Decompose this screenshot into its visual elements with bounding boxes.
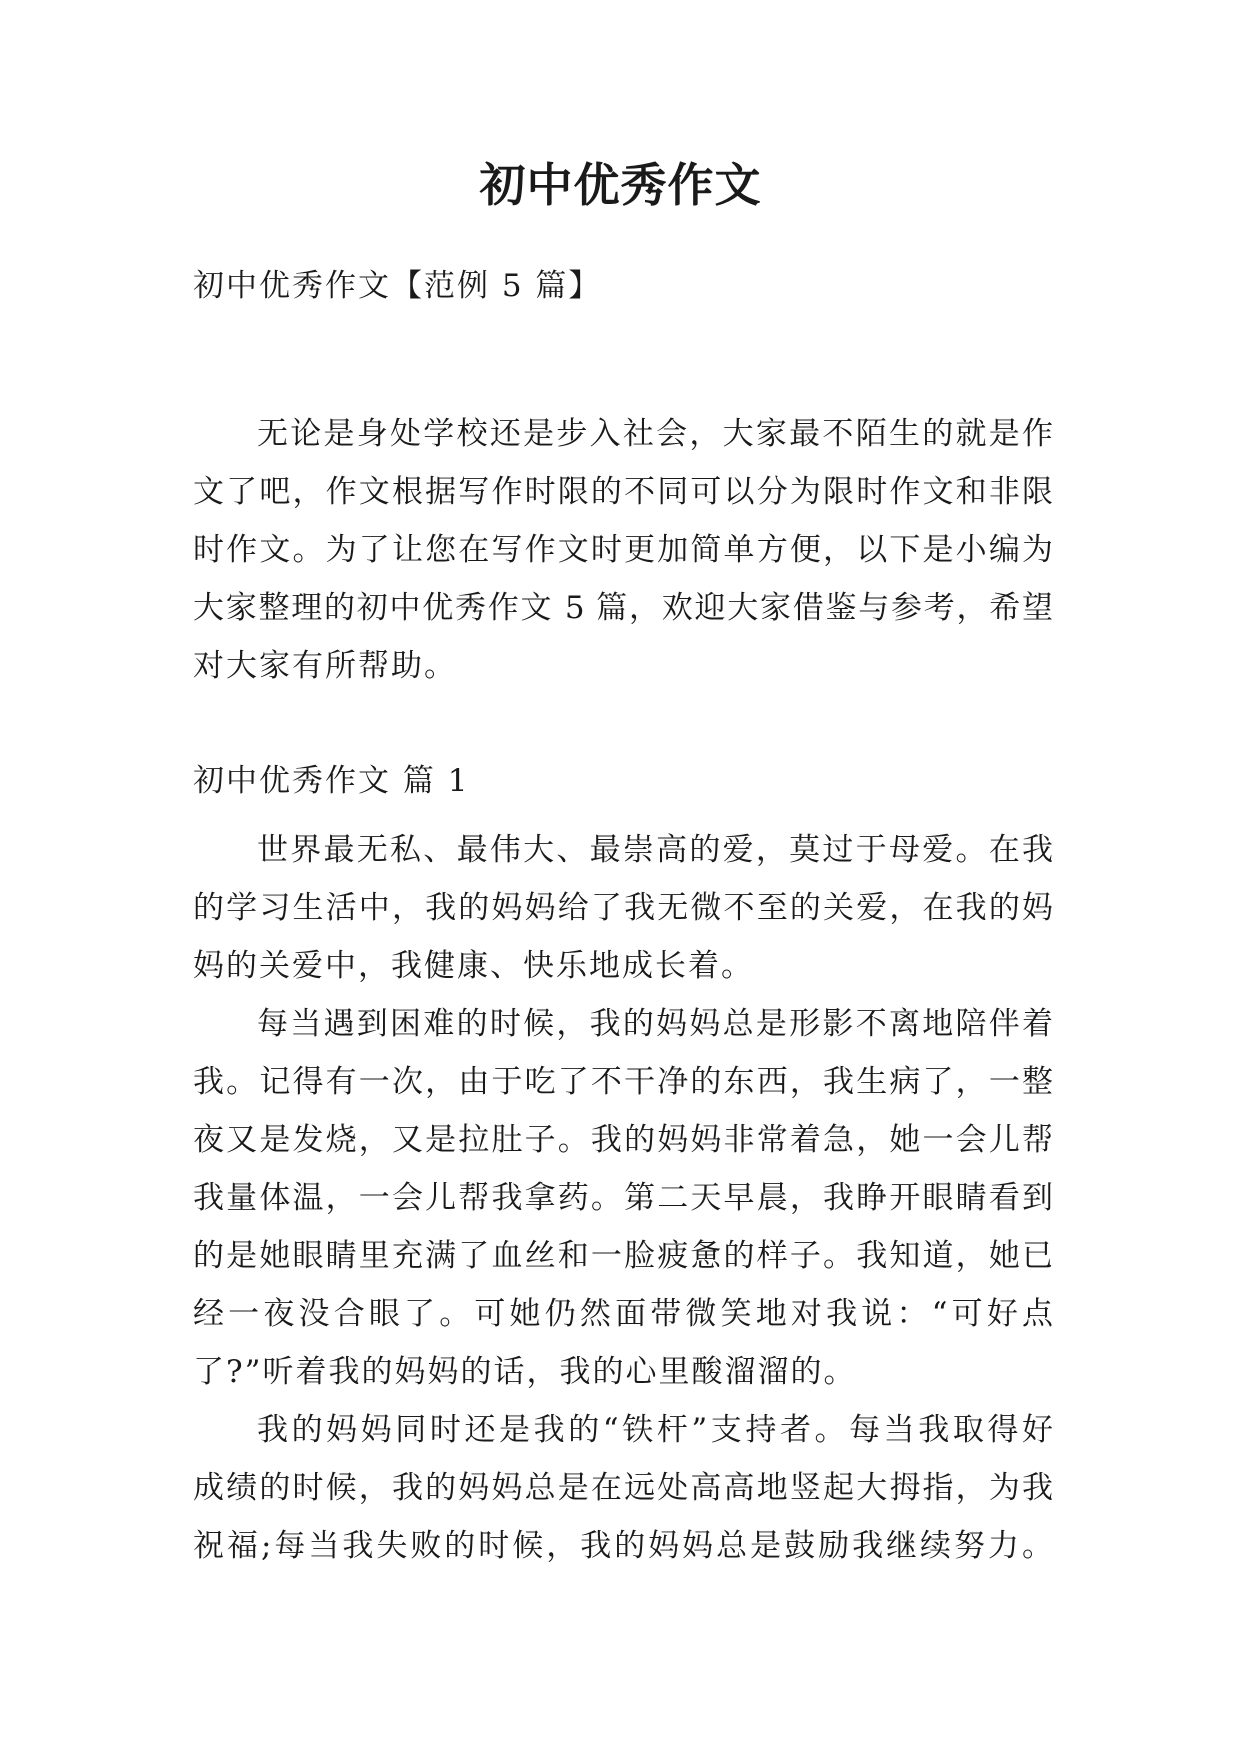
document-title: 初中优秀作文 bbox=[479, 158, 762, 212]
essay-paragraph-3 bbox=[193, 1401, 1053, 1575]
intro-line: 时作文。为了让您在写作文时更加简单方便，以下是小编为 bbox=[193, 532, 1053, 568]
paragraph-line: 我的妈妈同时还是我的“铁杆”支持者。每当我取得好 bbox=[257, 1412, 1053, 1448]
paragraph-line: 我。记得有一次，由于吃了不干净的东西，我生病了，一整 bbox=[193, 1064, 1053, 1100]
paragraph-line: 祝福;每当我失败的时候，我的妈妈总是鼓励我继续努力。 bbox=[193, 1528, 1053, 1564]
document-subtitle: 初中优秀作文【范例 5 篇】 bbox=[193, 268, 602, 304]
paragraph-line: 每当遇到困难的时候，我的妈妈总是形影不离地陪伴着 bbox=[257, 1006, 1053, 1042]
intro-line: 对大家有所帮助。 bbox=[193, 648, 457, 684]
intro-line: 文了吧，作文根据写作时限的不同可以分为限时作文和非限 bbox=[193, 474, 1053, 510]
paragraph-line: 的学习生活中，我的妈妈给了我无微不至的关爱，在我的妈 bbox=[193, 890, 1053, 926]
essay-paragraph-2 bbox=[193, 995, 1053, 1401]
paragraph-line: 了?”听着我的妈妈的话，我的心里酸溜溜的。 bbox=[193, 1354, 857, 1390]
paragraph-line: 妈的关爱中，我健康、快乐地成长着。 bbox=[193, 948, 754, 984]
paragraph-line: 夜又是发烧，又是拉肚子。我的妈妈非常着急，她一会儿帮 bbox=[193, 1122, 1053, 1158]
paragraph-line: 成绩的时候，我的妈妈总是在远处高高地竖起大拇指，为我 bbox=[193, 1470, 1053, 1506]
paragraph-line: 世界最无私、最伟大、最崇高的爱，莫过于母爱。在我 bbox=[257, 832, 1053, 868]
paragraph-line: 我量体温，一会儿帮我拿药。第二天早晨，我睁开眼睛看到 bbox=[193, 1180, 1053, 1216]
intro-line: 大家整理的初中优秀作文 5 篇，欢迎大家借鉴与参考，希望 bbox=[193, 590, 1053, 626]
section-heading: 初中优秀作文 篇 1 bbox=[193, 763, 470, 799]
essay-section-1 bbox=[193, 757, 1053, 1575]
essay-paragraph-1 bbox=[193, 821, 1053, 995]
intro-paragraph bbox=[193, 405, 1053, 695]
paragraph-line: 的是她眼睛里充满了血丝和一脸疲惫的样子。我知道，她已 bbox=[193, 1238, 1053, 1274]
intro-line: 无论是身处学校还是步入社会，大家最不陌生的就是作 bbox=[257, 416, 1053, 452]
paragraph-line: 经一夜没合眼了。可她仍然面带微笑地对我说：“可好点 bbox=[193, 1296, 1053, 1332]
